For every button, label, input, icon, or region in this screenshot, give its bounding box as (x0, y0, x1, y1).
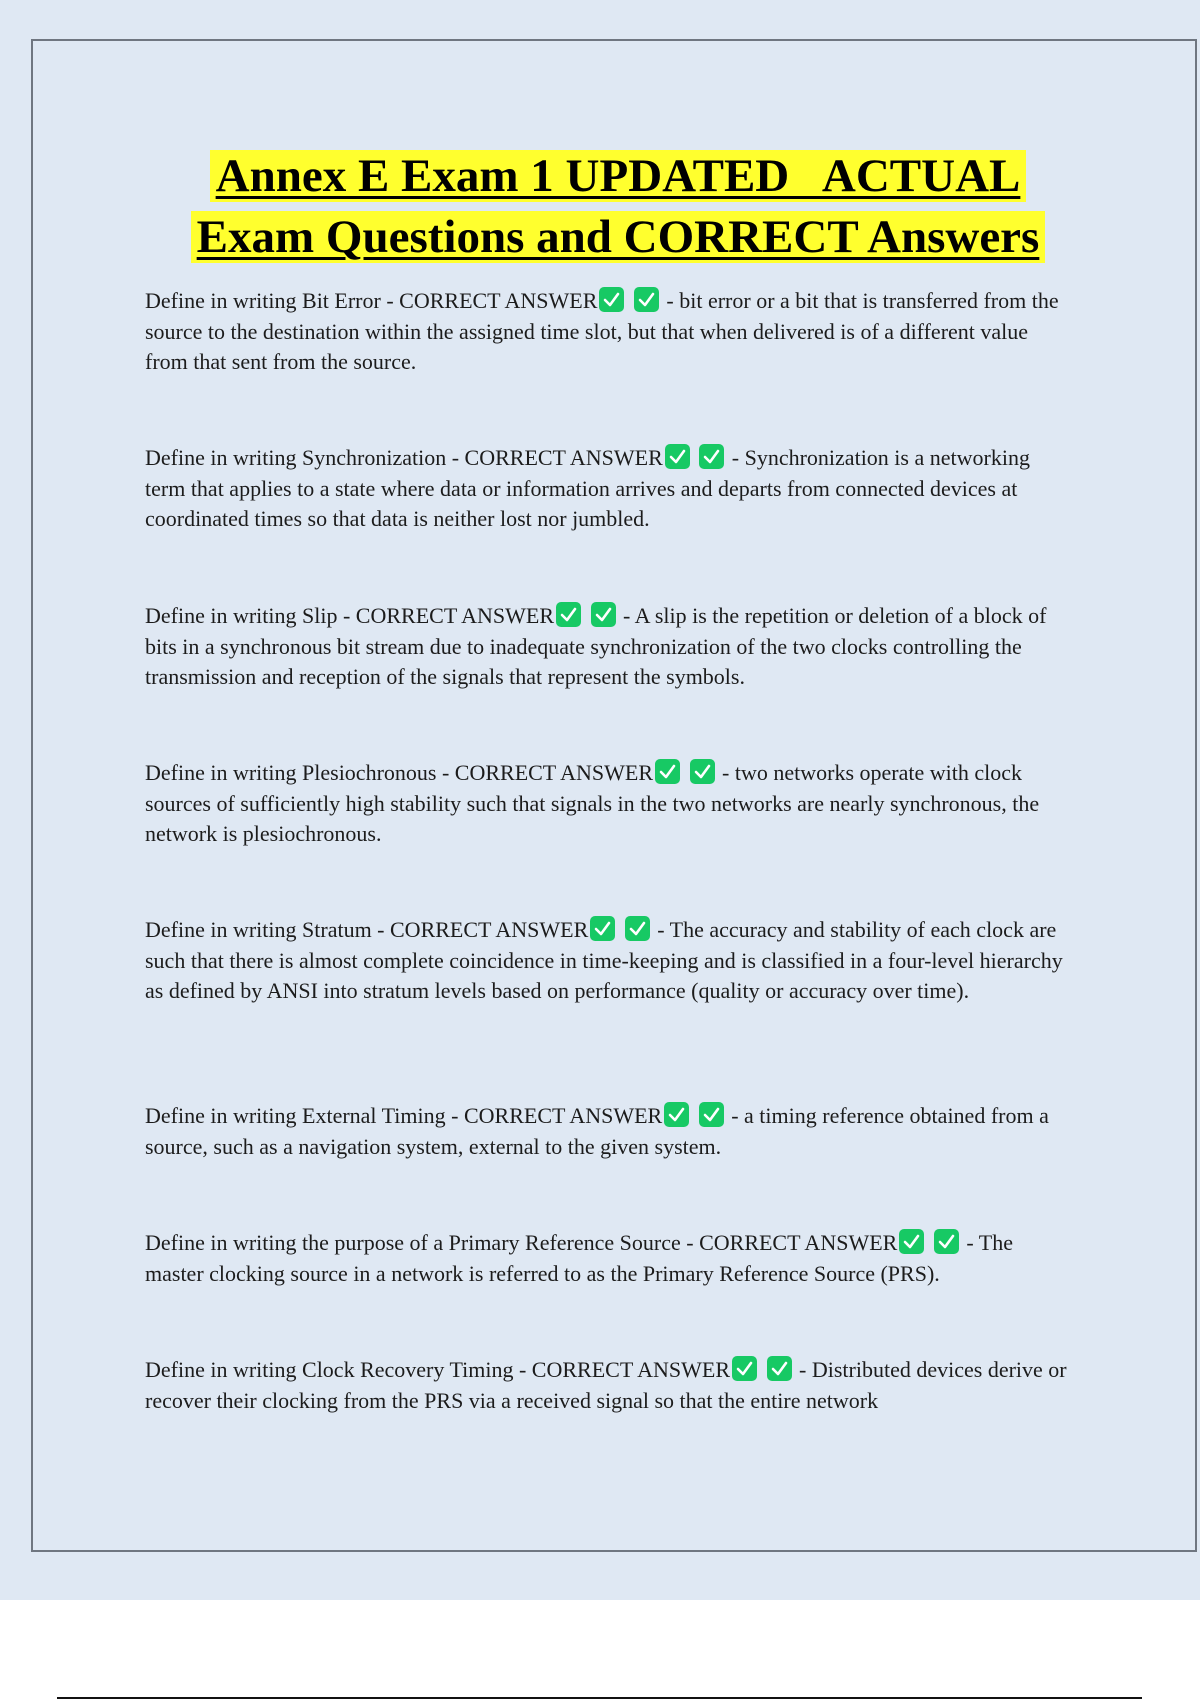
checkmark-icon (767, 1356, 792, 1381)
answer-text: - bit error or a bit that is transferred from the source to the destination within the assigned time slot, but that when delivered is of a different value from that sent from the source. (145, 288, 1059, 374)
answer-text: - The accuracy and stability of each clock are such that there is almost complete coincidence in time-keeping and is classified in a four-level hierarchy as defined by ANSI into stratum levels based on performance (quality or accuracy over time). (145, 917, 1063, 1003)
checkmark-icon (934, 1229, 959, 1254)
answer-text: - The master clocking source in a network is referred to as the Primary Reference Source (PRS). (145, 1230, 1013, 1286)
checkmark-icon (556, 602, 581, 627)
checkmark-icon (625, 916, 650, 941)
question-text: Define in writing Stratum - CORRECT ANSWER (145, 917, 589, 942)
title-line-2: Exam Questions and CORRECT Answers (191, 211, 1046, 263)
question-text: Define in writing Slip - CORRECT ANSWER (145, 603, 555, 628)
qa-entry-slip (145, 601, 1075, 693)
qa-entry-bit-error (145, 286, 1075, 378)
checkmark-icon (599, 287, 624, 312)
checkmark-icon (699, 444, 724, 469)
checkmark-icon (634, 287, 659, 312)
qa-entry-stratum (145, 915, 1075, 1007)
question-text: Define in writing Plesiochronous - CORRECT ANSWER (145, 760, 654, 785)
question-text: Define in writing the purpose of a Primary Reference Source - CORRECT ANSWER (145, 1230, 898, 1255)
question-text: Define in writing Synchronization - CORRECT ANSWER (145, 445, 663, 470)
answer-text: - A slip is the repetition or deletion of a block of bits in a synchronous bit stream due to inadequate synchronization of the two clocks controlling the transmission and reception of the signals that represent the symbols. (145, 603, 1047, 689)
checkmark-icon (665, 444, 690, 469)
checkmark-icon (690, 759, 715, 784)
bottom-divider (57, 1697, 1142, 1699)
checkmark-icon (655, 759, 680, 784)
answer-text: - a timing reference obtained from a source, such as a navigation system, external to the given system. (145, 1103, 1049, 1159)
qa-entry-clock-recovery-timing (145, 1355, 1075, 1416)
answer-text: - Distributed devices derive or recover their clocking from the PRS via a received signal so that the entire network (145, 1357, 1067, 1413)
checkmark-icon (591, 602, 616, 627)
answer-text: - two networks operate with clock sources of sufficiently high stability such that signals in the two networks are nearly synchronous, the network is plesiochronous. (145, 760, 1040, 846)
document-title (0, 146, 1200, 268)
qa-entry-plesiochronous (145, 758, 1075, 850)
title-line-1: Annex E Exam 1 UPDATED ACTUAL (210, 150, 1027, 202)
checkmark-icon (732, 1356, 757, 1381)
question-text: Define in writing External Timing - CORRECT ANSWER (145, 1103, 663, 1128)
checkmark-icon (664, 1102, 689, 1127)
qa-entry-primary-reference-source (145, 1228, 1075, 1289)
question-text: Define in writing Clock Recovery Timing - CORRECT ANSWER (145, 1357, 731, 1382)
checkmark-icon (590, 916, 615, 941)
question-text: Define in writing Bit Error - CORRECT ANSWER (145, 288, 598, 313)
answer-text: - Synchronization is a networking term that applies to a state where data or information arrives and departs from connected devices at coordinated times so that data is neither lost nor jumbled. (145, 445, 1030, 531)
checkmark-icon (899, 1229, 924, 1254)
qa-entry-external-timing (145, 1101, 1075, 1162)
checkmark-icon (699, 1102, 724, 1127)
qa-entry-synchronization (145, 443, 1075, 535)
